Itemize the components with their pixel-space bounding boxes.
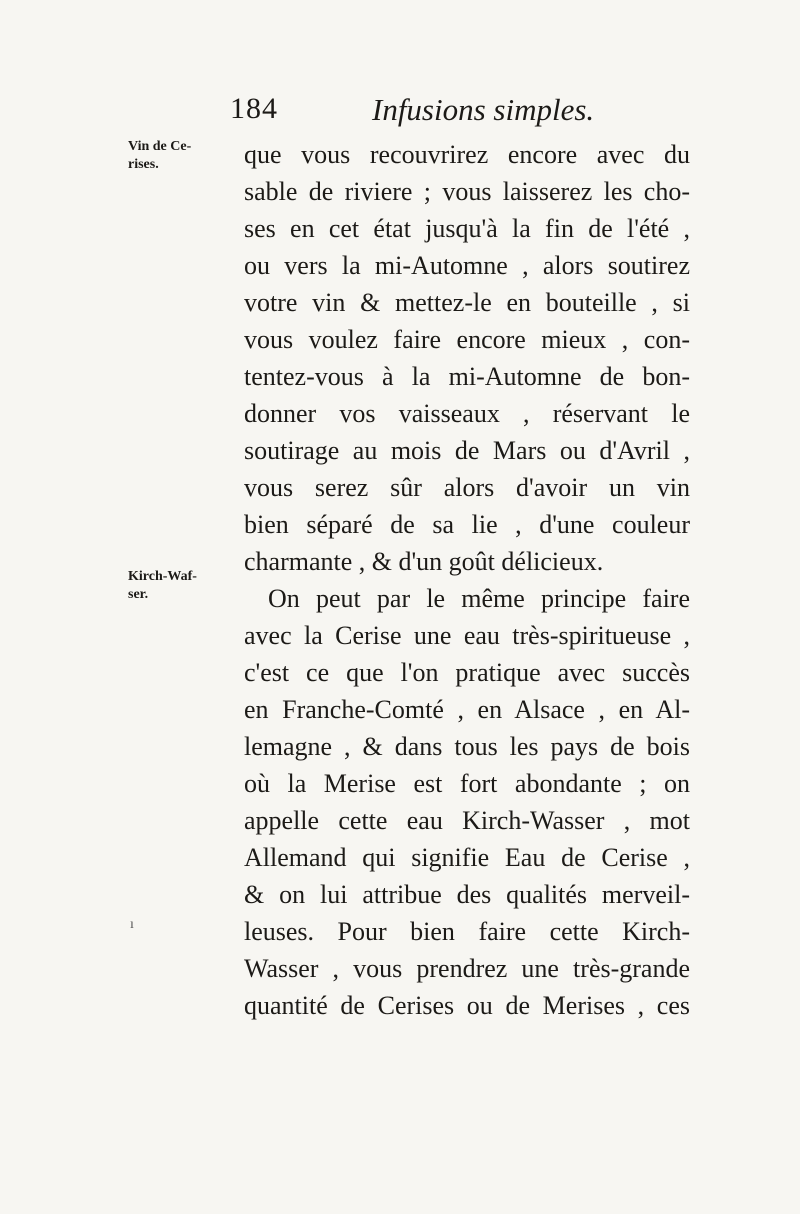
margin-note-vin-de-cerises	[128, 138, 232, 174]
body-line: charmante , & d'un goût délicieux.	[244, 547, 604, 576]
body-line: vous voulez faire encore mieux , con-	[244, 325, 690, 354]
body-line: votre vin & mettez-le en bouteille , si	[244, 288, 690, 317]
margin-note-line: Vin de Ce-	[128, 139, 192, 154]
body-line: bien séparé de sa lie , d'une couleur	[244, 510, 690, 539]
body-line: c'est ce que l'on pratique avec succès	[244, 658, 690, 687]
body-line: que vous recouvrirez encore avec du	[244, 140, 690, 169]
body-line: Allemand qui signifie Eau de Cerise ,	[244, 843, 690, 872]
page-number: 184	[230, 92, 278, 125]
body-line: ou vers la mi-Automne , alors soutirez	[244, 251, 690, 280]
body-line: & on lui attribue des qualités merveil-	[244, 880, 690, 909]
body-line: On peut par le même principe faire	[268, 584, 690, 613]
body-line: en Franche-Comté , en Alsace , en Al-	[244, 695, 690, 724]
running-title: Infusions simples.	[372, 92, 595, 127]
stray-mark: ı	[130, 917, 134, 932]
body-line: avec la Cerise une eau très-spiritueuse ,	[244, 621, 690, 650]
margin-note-line: Kirch-Waf-	[128, 569, 197, 584]
body-line: où la Merise est fort abondante ; on	[244, 769, 690, 798]
margin-note-line: ser.	[128, 587, 149, 602]
body-line: tentez-vous à la mi-Automne de bon-	[244, 362, 690, 391]
body-line: soutirage au mois de Mars ou d'Avril ,	[244, 436, 690, 465]
body-line: Wasser , vous prendrez une très-grande	[244, 954, 690, 983]
body-text	[244, 136, 690, 1024]
body-line: leuses. Pour bien faire cette Kirch-	[244, 917, 690, 946]
body-line: quantité de Cerises ou de Merises , ces	[244, 991, 690, 1020]
body-line: ses en cet état jusqu'à la fin de l'été ,	[244, 214, 690, 243]
body-line: sable de riviere ; vous laisserez les cho-	[244, 177, 690, 206]
margin-note-kirch-wasser	[128, 568, 232, 604]
body-line: appelle cette eau Kirch-Wasser , mot	[244, 806, 690, 835]
body-line: lemagne , & dans tous les pays de bois	[244, 732, 690, 761]
body-line: donner vos vaisseaux , réservant le	[244, 399, 690, 428]
margin-note-line: rises.	[128, 157, 159, 172]
body-line: vous serez sûr alors d'avoir un vin	[244, 473, 690, 502]
